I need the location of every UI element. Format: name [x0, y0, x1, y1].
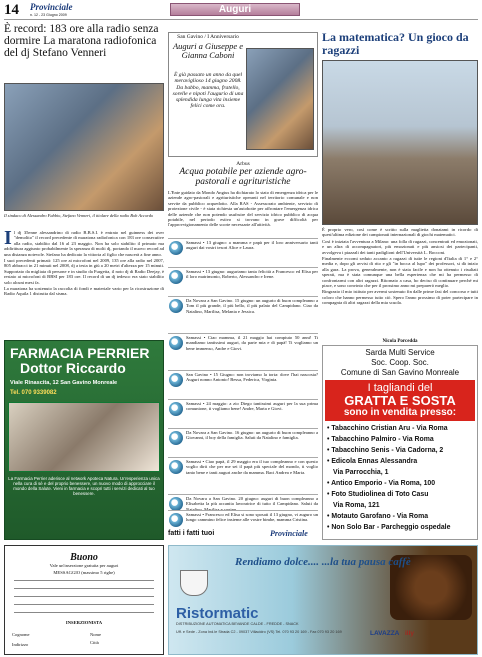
ristormatic-logo: Ristormatic — [176, 605, 259, 622]
wish-text: Da Novara a San Gavino. 16 giugno: un augurio di buon compleanno a Giovanni, il boy della famiglia. Saluti da Natalino e famiglia. — [186, 430, 318, 441]
gratta-vendor: • Non Solo Bar - Parcheggio ospedale — [327, 524, 451, 531]
balloon-icon — [169, 270, 183, 284]
coupon-inserter-label: INSERZIONISTA — [65, 620, 103, 625]
arbus-body: L'Ente guidato da Mondo Angius ha dichiarato lo stato di emergenza idrica per le aziende agro-pastorali e agrituristiche operanti nel territorio comunale e non servite da pubblico acquedotto. Alla RAS - Assessorato ambiente, servizio di protezione civile - è stata richiesta un'autobotte per affrontare l'emergenza idrica delle aziende che non potendo usufruire del servizio idrico pubblico di acqua potabile, nel periodo estivo si trovano in grave difficoltà per l'approvvigionamento delle scorte necessarie all'attività. — [168, 190, 318, 228]
wish-text: Da Novara a San Gavino. 15 giugno: un augurio di buon compleanno a Tom il più grande, il più bello, il più palato del Campidano. Ciao da Natalino, Marilisa, Melania e Jessica. — [186, 298, 318, 314]
pharmacy-name: FARMACIA PERRIER — [10, 345, 150, 361]
gratta-vendor: • Foto Studiolinea di Toto Casu — [327, 491, 429, 498]
wish-item — [168, 370, 318, 398]
wish-item — [168, 399, 318, 427]
paragraph: È proprio vero, così come è scritto sulla maglietta donatami in ricordo di quest'ultima edizione dei campionati internazionali di giochi matematici. — [322, 227, 478, 238]
balloon-icon — [169, 299, 183, 313]
photo-caption: Il sindaco di Alessandro Fabbio, Stefano Venneri, il titolare della radio Bob Accordo — [4, 213, 154, 218]
left-article-body — [4, 227, 164, 298]
coupon-message-label: MESSAGGIO (massimo 5 righe) — [53, 570, 115, 575]
balloon-icon — [169, 460, 183, 474]
anniversary-message: È già passato un anno da quel meraviglioso 14 giugno 2008. Da babbo, mamma, fratello, sorelle e nipoti l'augurio di una splendida lunga vita insieme felici come ora. — [172, 72, 244, 110]
pharmacy-owner: Dottor Riccardo — [20, 360, 126, 376]
wish-item — [168, 428, 318, 456]
arbus-location: Arbus — [236, 161, 250, 167]
gratta-vendor: • Tabacchino Senis - Via Cadorna, 2 — [327, 447, 444, 454]
article-signature: Nicola Porcedda — [382, 339, 418, 344]
pharmacy-description: La Farmacia Perrier aderisce al network Apoteca Natura. Un'esperienza unica nella cura di sè e del proprio benessere, un nuovo modo di approcciare il mondo della Salute. Vieni in farmacia e scopri tutti i servizi dedicati al tuo benessere. — [8, 476, 160, 497]
wish-text: Samassi • Francesco ed Elisa si sono sposati il 13 giugno, vi auguro un lungo cammino felice insieme alle vostre bimbe, mamma Cristina. — [186, 512, 318, 523]
paragraph: La maratona ha sostenuto la raccolta di fondi e materiale vario per la ricostruzione di Radio Aquila 1 distrutta dal sisma. — [4, 286, 164, 297]
newspaper-logo: Provinciale — [30, 2, 73, 12]
illy-logo: illy — [405, 630, 415, 637]
ristormatic-slogan: Rendiamo dolce.... ...la tua pausa caffè — [235, 556, 411, 568]
auguri-footer-logo: Provinciale — [270, 529, 308, 538]
coupon-city-field[interactable]: Città — [90, 640, 99, 645]
paragraph: l dj 35enne alessandrino di radio B.B.S.I. è entrato nel guinness dei over "demolito" il record precedente di maratona radiofonica con 183 ore consecutive alla radio, stabilito dal 16 al 23 maggio. Non ha solo stabilito il primato ma addirittura aggiunto probabilmente la speranza di molti dj, portando il nuovo record ad una distanza notevole. Stefano ha dedicato la vittoria al figlio che nascerà a fine anno. — [4, 230, 164, 257]
dj-record-photo — [4, 83, 164, 211]
right-article-body — [322, 227, 478, 307]
wish-item — [168, 296, 318, 332]
coffee-cup-icon — [180, 570, 208, 596]
balloon-icon — [169, 373, 183, 387]
coupon-name-field[interactable]: Nome — [90, 632, 101, 637]
wish-item — [168, 510, 318, 530]
couple-photo — [246, 48, 314, 150]
gratta-vendor: • Tabacchino Cristian Aru - Via Roma — [327, 425, 448, 432]
ristormatic-tagline: DISTRIBUZIONE AUTOMATICA BEVANDE CALDE - FREDDE - SNACK — [176, 622, 299, 626]
coupon-line[interactable] — [14, 612, 154, 613]
arbus-title: Acqua potabile per aziende agro-pastorali e agrituristiche — [179, 167, 307, 187]
pharmacy-phone: Tel. 070 9339082 — [10, 390, 57, 396]
page-number: 14 — [4, 2, 19, 18]
right-article-title: La matematica? Un gioco da ragazzi — [322, 30, 469, 57]
coupon-subtitle: Vale un'inserzione gratuita per auguri — [49, 563, 119, 568]
drop-cap: I — [4, 227, 12, 249]
wish-text: Samassi • 13 giugno: a mamma e papà per il loro anniversario tanti auguri dai vostri tesori Alice e Laura. — [186, 240, 318, 251]
anniversary-recipients: Auguri a Giuseppe e Gianna Caboni — [172, 41, 244, 60]
pharmacy-staff-photo — [8, 402, 160, 472]
coupon-surname-field[interactable]: Cognome — [12, 632, 30, 637]
paragraph: Così è iniziata l'avventura a Milano: una folla di ragazzi, concentrati ed emozionati, e un altra di accompagnatori, più emozionati e più ansiosi dei partecipanti, avvolgeva i piazzali dei tanti padiglioni dell'Università L. Bocconi. — [322, 238, 478, 255]
ristormatic-address: Uff. e Sede - Zona Ind.le Strada C2 - 09037 Villacidro (VS) Tel. 070 93 20 169 - Fax 070 93 20 169 — [176, 630, 342, 634]
gratta-company: Sarda Multi Service — [365, 348, 435, 357]
balloon-icon — [169, 513, 183, 527]
gratta-banner-title: GRATTA E SOSTA — [344, 393, 456, 408]
milan-street-photo — [322, 60, 478, 225]
gratta-vendor: Via Roma, 121 — [333, 502, 380, 509]
header-divider — [4, 19, 478, 20]
coupon-title: Buono — [70, 552, 98, 563]
gratta-vendor: • Tabacchino Palmiro - Via Roma — [327, 436, 434, 443]
balloon-icon — [169, 431, 183, 445]
gratta-banner-line3: sono in vendita presso: — [343, 407, 457, 418]
balloon-icon — [169, 402, 183, 416]
wish-item — [168, 238, 318, 266]
gratta-vendor: Via Parrocchia, 1 — [333, 469, 389, 476]
gratta-comune: Comune di San Gavino Monreale — [340, 368, 460, 377]
wish-text: Samassi • Ciao papà, il 29 maggio era il tuo compleanno e con questo voglio dirti che per me sei il papà più speciale del mondo, ti voglio tanto bene e tanti auguri anche da mamma. Baci Andrea e Marta. — [186, 459, 318, 475]
wish-item — [168, 267, 318, 295]
wish-text: San Gavino • 15 Giugno: non troviamo la torta: dove l'hai nascosta? Auguri nonno Antonio! Bessa, Federica, Virginia. — [186, 372, 318, 383]
balloon-icon — [169, 497, 183, 511]
issue-info: n. 12 - 23 Giugno 2009 — [30, 13, 67, 17]
wish-text: Da Novara a San Gavino. 20 giugno: auguri di buon compleanno a Elisabetta la più accanita lavoratrice di tutto il Campidano. Saluti da — [186, 496, 318, 507]
gratta-banner-line1: I tagliandi del — [367, 382, 433, 394]
auguri-footer-slogan: fatti i fatti tuoi — [168, 530, 215, 537]
paragraph: I suoi precedenti primati: 125 ore ai microfoni nel 2009, 135 ore alla radio nel 2007, 805 abbracci in 21 minuti nel 2008, dj a testa in giù a 20 metri d'altezza per 15 minuti. Supportato da migliaia di persone e in studio da Furgetta, il noto dj di Radio Deejay, è restato ai microfoni di BBSI per 183 ore. Il record di un dj tedesco era stato stabilito solo alcuni mesi fa. — [4, 258, 164, 285]
left-article-title: È record: 183 ore alla radio senza dormire La maratona radiofonica del dj Stefano Venneri — [4, 23, 159, 59]
coupon-line[interactable] — [14, 596, 154, 597]
lavazza-logo: LAVAZZA — [370, 630, 400, 637]
anniversary-header: San Gavino / I Anniversario — [177, 34, 239, 40]
gratta-coop: Soc. Coop. Soc. — [371, 358, 429, 367]
wish-item — [168, 333, 318, 369]
coupon-address-field[interactable]: Indirizzo — [12, 642, 29, 647]
coupon-line[interactable] — [14, 604, 154, 605]
coupon-line[interactable] — [14, 588, 154, 589]
paragraph: Finalmente eccomi seduto accanto a ragazzi di tutte le regioni d'Italia di 1° e 2° media e, dopo gli avvisi di rito e gli "in bocca al lupo" dei professori, si dà inizio alla gara. La prova, generalmente, non è stata facile e non ha ottenuto i risultati sperati, ma è stata comunque una bella esperienza che mi ha permesso di confrontarmi con altri ragazzi. Ritornato a casa, ho deciso di continuare perché mi piace, e sono convinto che per il prossimo anno mi preparerò meglio. — [322, 256, 478, 289]
gratta-vendor: • Edicola Ennas Alessandra — [327, 458, 418, 465]
wish-item — [168, 457, 318, 493]
pharmacy-address: Viale Rinascita, 12 San Gavino Monreale — [10, 380, 118, 386]
wish-text: Samassi • 13 giugno: auguriamo tanta felicità a Francesco ed Elisa per il loro matrimonio, Roberto, Alessandro e Irene. — [186, 269, 318, 280]
gratta-vendor: • Motauto Garofano - Via Roma — [327, 513, 429, 520]
wish-text: Samassi • Ciao mamma, il 21 maggio hai compiuto 50 anni! Ti mandiamo tantissimi auguri, da parte mia e di papà! Ti vogliamo un bene immenso, Andre e Giovi. — [186, 335, 318, 351]
gratta-vendor: • Antico Emporio - Via Roma, 100 — [327, 480, 436, 487]
balloon-icon — [169, 336, 183, 350]
balloon-icon — [169, 241, 183, 255]
coupon-line[interactable] — [14, 580, 154, 581]
wish-text: Samassi • 24 maggio: a zio Diego tantissimi auguri per la sua prima comunione, ti vogliamo bene! Andre, Marta e Giovi. — [186, 401, 318, 412]
paragraph: Ringrazio il mio istituto per avermi sostenuto fin dalle prime fasi del concorso e tutti coloro che hanno permesso tutto ciò. Spero l'anno prossimo di poter partecipare in compagnia di altri ragazzi della mia scuola. — [322, 289, 478, 306]
section-banner: Auguri — [170, 3, 300, 16]
